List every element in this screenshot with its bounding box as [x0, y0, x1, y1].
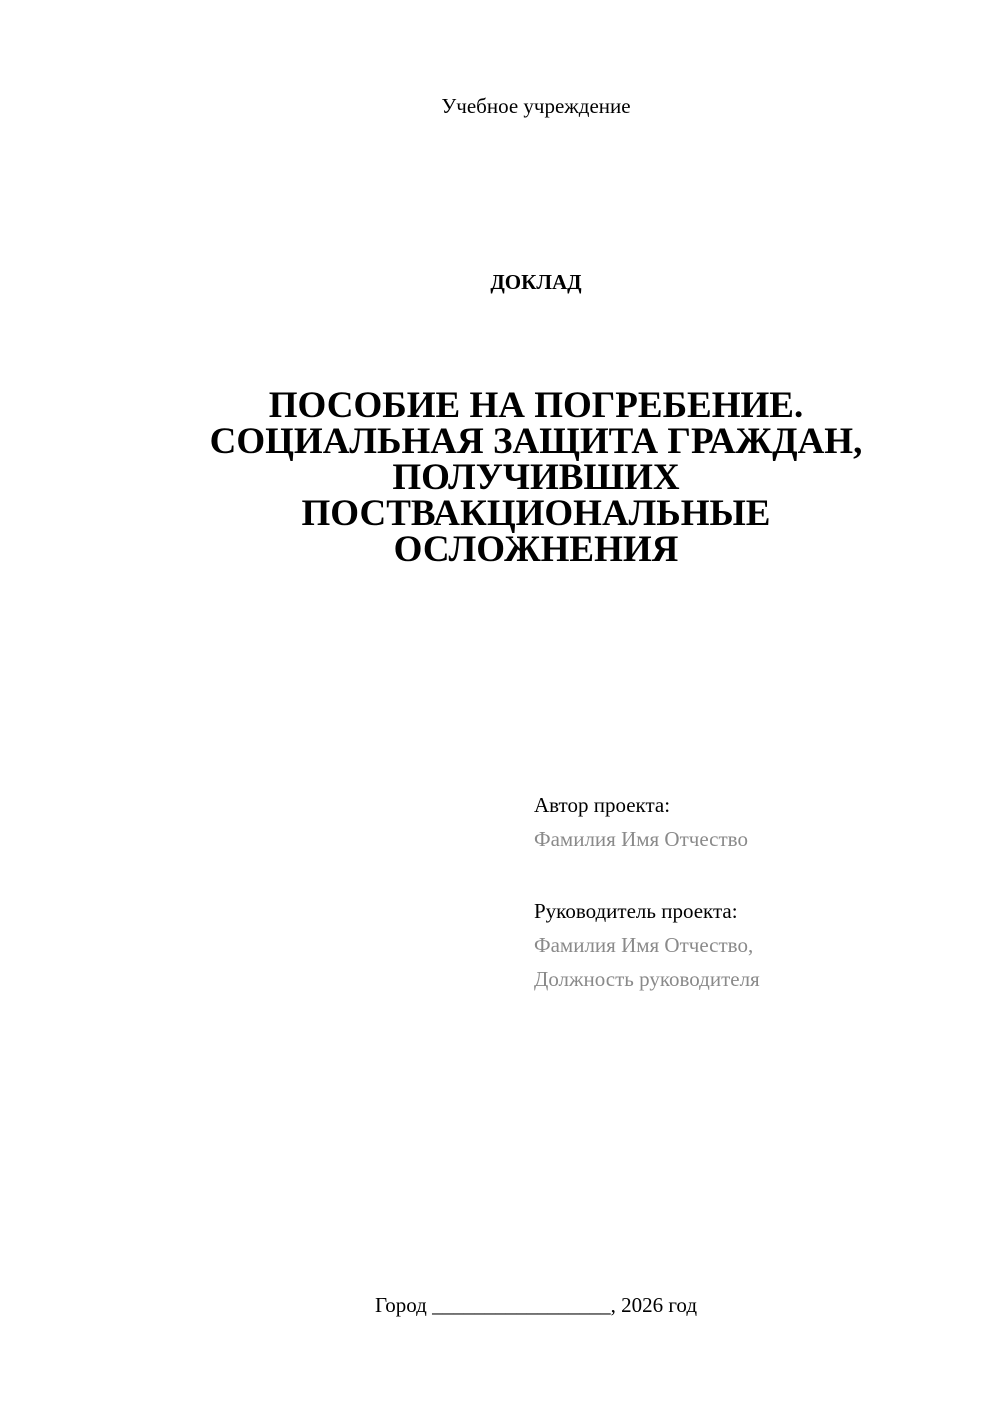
document-type: ДОКЛАД: [490, 270, 582, 294]
title-line: ПОЛУЧИВШИХ: [392, 457, 680, 498]
supervisor-label: Руководитель проекта:: [534, 899, 738, 923]
title-line: ПОСТВАКЦИОНАЛЬНЫЕ: [301, 493, 771, 534]
author-name: Фамилия Имя Отчество: [534, 827, 748, 851]
supervisor-position: Должность руководителя: [534, 967, 760, 991]
credits-block: [534, 788, 974, 996]
title-line: ОСЛОЖНЕНИЯ: [393, 529, 679, 570]
supervisor-name: Фамилия Имя Отчество,: [534, 933, 754, 957]
city-year-line: Город _________________, 2026 год: [374, 1293, 698, 1317]
document-title: [150, 385, 922, 570]
author-label: Автор проекта:: [534, 793, 671, 817]
title-line: СОЦИАЛЬНАЯ ЗАЩИТА ГРАЖДАН,: [209, 421, 863, 462]
title-line: ПОСОБИЕ НА ПОГРЕБЕНИЕ.: [268, 385, 804, 426]
institution-name: Учебное учреждение: [441, 94, 631, 118]
credits-spacer: [534, 856, 974, 894]
